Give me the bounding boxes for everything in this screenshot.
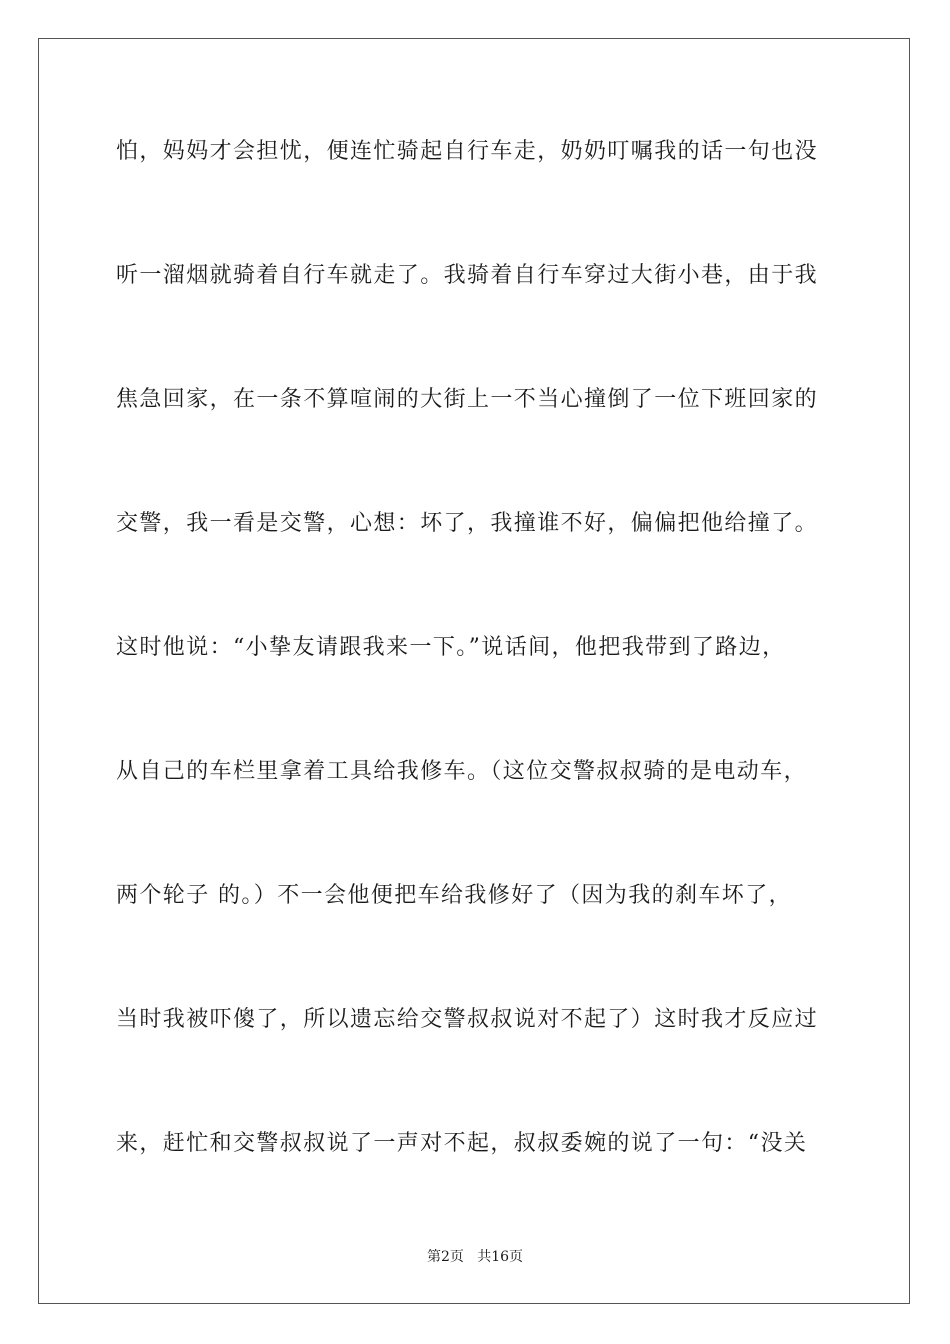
text-line-9: 来，赶忙和交警叔叔说了一声对不起，叔叔委婉的说了一句：“没关 <box>116 1131 808 1156</box>
text-line-8: 当时我被吓傻了，所以遗忘给交警叔叔说对不起了）这时我才反应过 <box>116 1007 819 1032</box>
page-border <box>38 38 910 1304</box>
text-line-2: 听一溜烟就骑着自行车就走了。我骑着自行车穿过大街小巷，由于我 <box>116 263 819 288</box>
text-line-5: 这时他说：“小挚友请跟我来一下。”说话间，他把我带到了路边， <box>116 635 786 660</box>
text-line-1: 怕，妈妈才会担忧，便连忙骑起自行车走，奶奶叮嘱我的话一句也没 <box>116 139 819 164</box>
text-line-3: 焦急回家，在一条不算喧闹的大街上一不当心撞倒了一位下班回家的 <box>116 387 819 412</box>
text-line-4: 交警，我一看是交警，心想：坏了，我撞谁不好，偏偏把他给撞了。 <box>116 511 819 536</box>
text-line-6: 从自己的车栏里拿着工具给我修车。（这位交警叔叔骑的是电动车， <box>116 759 808 784</box>
text-line-7: 两个轮子 的。）不一会他便把车给我修好了（因为我的刹车坏了， <box>116 883 792 908</box>
page-number-footer: 第2页 共16页 <box>426 1249 524 1265</box>
